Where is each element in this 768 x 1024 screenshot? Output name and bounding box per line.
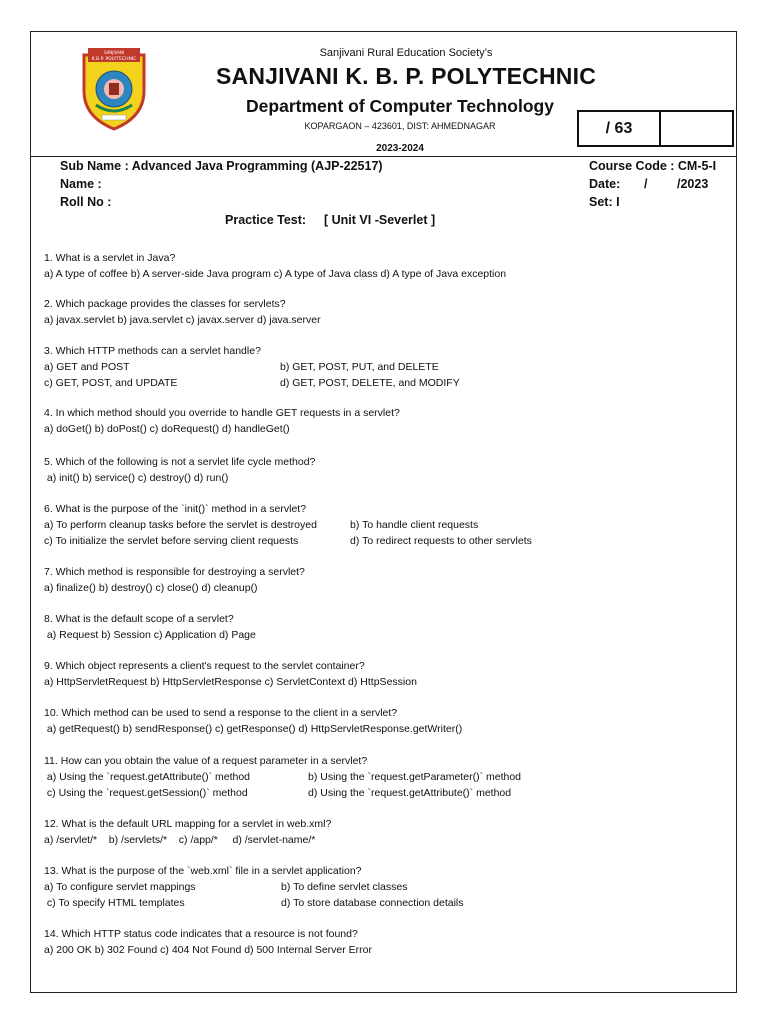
option-row	[44, 785, 512, 801]
question-text: 10. Which method can be used to send a response to the client in a servlet?	[44, 707, 398, 719]
option-row	[44, 533, 532, 549]
question-text: 6. What is the purpose of the `init()` method in a servlet?	[44, 503, 307, 515]
date-separator: /	[644, 177, 648, 191]
option-text: d) Using the `request.getAttribute()` method	[308, 787, 512, 799]
name-label: Name :	[60, 177, 102, 191]
total-marks: / 63	[579, 112, 661, 145]
question-text: 5. Which of the following is not a servlet life cycle method?	[44, 456, 316, 468]
question-block	[44, 250, 506, 282]
unit-title: [ Unit VI -Severlet ]	[324, 213, 436, 227]
question-block	[44, 611, 256, 643]
option-text: a) GET and POST	[44, 361, 130, 373]
option-row	[44, 266, 506, 282]
date-label: Date:	[589, 177, 621, 191]
obtained-marks-cell[interactable]	[661, 112, 732, 145]
academic-year: 2023-2024	[376, 143, 424, 154]
option-text: b) Using the `request.getParameter()` method	[308, 771, 522, 783]
option-row	[44, 674, 417, 690]
option-row	[44, 942, 372, 958]
option-text: b) To handle client requests	[350, 519, 479, 531]
question-block	[44, 863, 464, 911]
option-row	[44, 627, 256, 643]
option-text: a) init() b) service() c) destroy() d) run()	[44, 472, 229, 484]
header-divider	[30, 156, 737, 157]
question-text: 12. What is the default URL mapping for a servlet in web.xml?	[44, 818, 332, 830]
question-text: 2. Which package provides the classes for servlets?	[44, 298, 286, 310]
question-text: 9. Which object represents a client's request to the servlet container?	[44, 660, 365, 672]
option-text: b) To define servlet classes	[281, 881, 408, 893]
option-text: a) To perform cleanup tasks before the servlet is destroyed	[44, 519, 317, 531]
option-text: a) /servlet/* b) /servlets/* c) /app/* d) /servlet-name/*	[44, 834, 316, 846]
option-row	[44, 312, 321, 328]
question-block	[44, 753, 522, 801]
option-row	[44, 895, 464, 911]
course-code: Course Code : CM-5-I	[589, 159, 717, 173]
question-block	[44, 705, 462, 737]
option-text: c) To initialize the servlet before serving client requests	[44, 535, 299, 547]
option-row	[44, 769, 522, 785]
roll-label: Roll No :	[60, 195, 112, 209]
option-row	[44, 359, 439, 375]
question-text: 4. In which method should you override to handle GET requests in a servlet?	[44, 407, 400, 419]
marks-box	[577, 110, 734, 147]
option-text: d) To redirect requests to other servlets	[350, 535, 532, 547]
department-name: Department of Computer Technology	[246, 96, 554, 116]
question-block	[44, 564, 305, 596]
option-text: a) doGet() b) doPost() c) doRequest() d) handleGet()	[44, 423, 290, 435]
option-text: c) GET, POST, and UPDATE	[44, 377, 178, 389]
option-text: a) finalize() b) destroy() c) close() d) cleanup()	[44, 582, 258, 594]
set-label: Set: I	[589, 195, 620, 209]
date-year: /2023	[677, 177, 709, 191]
question-block	[44, 926, 372, 958]
question-text: 14. Which HTTP status code indicates that a resource is not found?	[44, 928, 358, 940]
question-block	[44, 658, 417, 690]
svg-text:K.B.P. POLYTECHNIC: K.B.P. POLYTECHNIC	[91, 57, 137, 62]
option-text: a) javax.servlet b) java.servlet c) javax.server d) java.server	[44, 314, 321, 326]
question-block	[44, 501, 532, 549]
question-text: 3. Which HTTP methods can a servlet handle?	[44, 345, 261, 357]
society-name: Sanjivani Rural Education Society’s	[319, 47, 493, 59]
option-row	[44, 879, 408, 895]
option-text: a) Using the `request.getAttribute()` method	[44, 771, 251, 783]
option-row	[44, 421, 400, 437]
option-text: c) To specify HTML templates	[44, 897, 185, 909]
option-text: a) A type of coffee b) A server-side Java program c) A type of Java class d) A type of Java exception	[44, 268, 507, 280]
option-row	[44, 580, 305, 596]
option-text: a) 200 OK b) 302 Found c) 404 Not Found d) 500 Internal Server Error	[44, 944, 373, 956]
svg-text:SANJIVANI: SANJIVANI	[103, 50, 125, 55]
option-text: d) GET, POST, DELETE, and MODIFY	[280, 377, 460, 389]
question-text: 13. What is the purpose of the `web.xml` file in a servlet application?	[44, 865, 362, 877]
option-row	[44, 721, 462, 737]
option-row	[44, 375, 460, 391]
question-block	[44, 405, 400, 437]
question-text: 11. How can you obtain the value of a request parameter in a servlet?	[44, 755, 368, 767]
question-block	[44, 343, 460, 391]
option-row	[44, 832, 331, 848]
address: KOPARGAON – 423601, DIST: AHMEDNAGAR	[304, 121, 496, 131]
option-row	[44, 517, 479, 533]
option-text: a) To configure servlet mappings	[44, 881, 196, 893]
question-text: 8. What is the default scope of a servlet?	[44, 613, 234, 625]
option-text: a) getRequest() b) sendResponse() c) getResponse() d) HttpServletResponse.getWriter()	[44, 723, 463, 735]
institute-name: SANJIVANI K. B. P. POLYTECHNIC	[215, 63, 597, 89]
option-text: d) To store database connection details	[281, 897, 464, 909]
option-text: b) GET, POST, PUT, and DELETE	[280, 361, 439, 373]
question-block	[44, 296, 321, 328]
option-text: a) HttpServletRequest b) HttpServletResponse c) ServletContext d) HttpSession	[44, 676, 417, 688]
question-text: 7. Which method is responsible for destroying a servlet?	[44, 566, 305, 578]
subject-name: Sub Name : Advanced Java Programming (AJP-22517)	[60, 159, 383, 173]
test-label: Practice Test:	[225, 213, 307, 227]
option-row	[44, 470, 315, 486]
question-block	[44, 816, 331, 848]
question-text: 1. What is a servlet in Java?	[44, 252, 176, 264]
question-block	[44, 454, 315, 486]
option-text: c) Using the `request.getSession()` method	[44, 787, 248, 799]
option-text: a) Request b) Session c) Application d) Page	[44, 629, 256, 641]
